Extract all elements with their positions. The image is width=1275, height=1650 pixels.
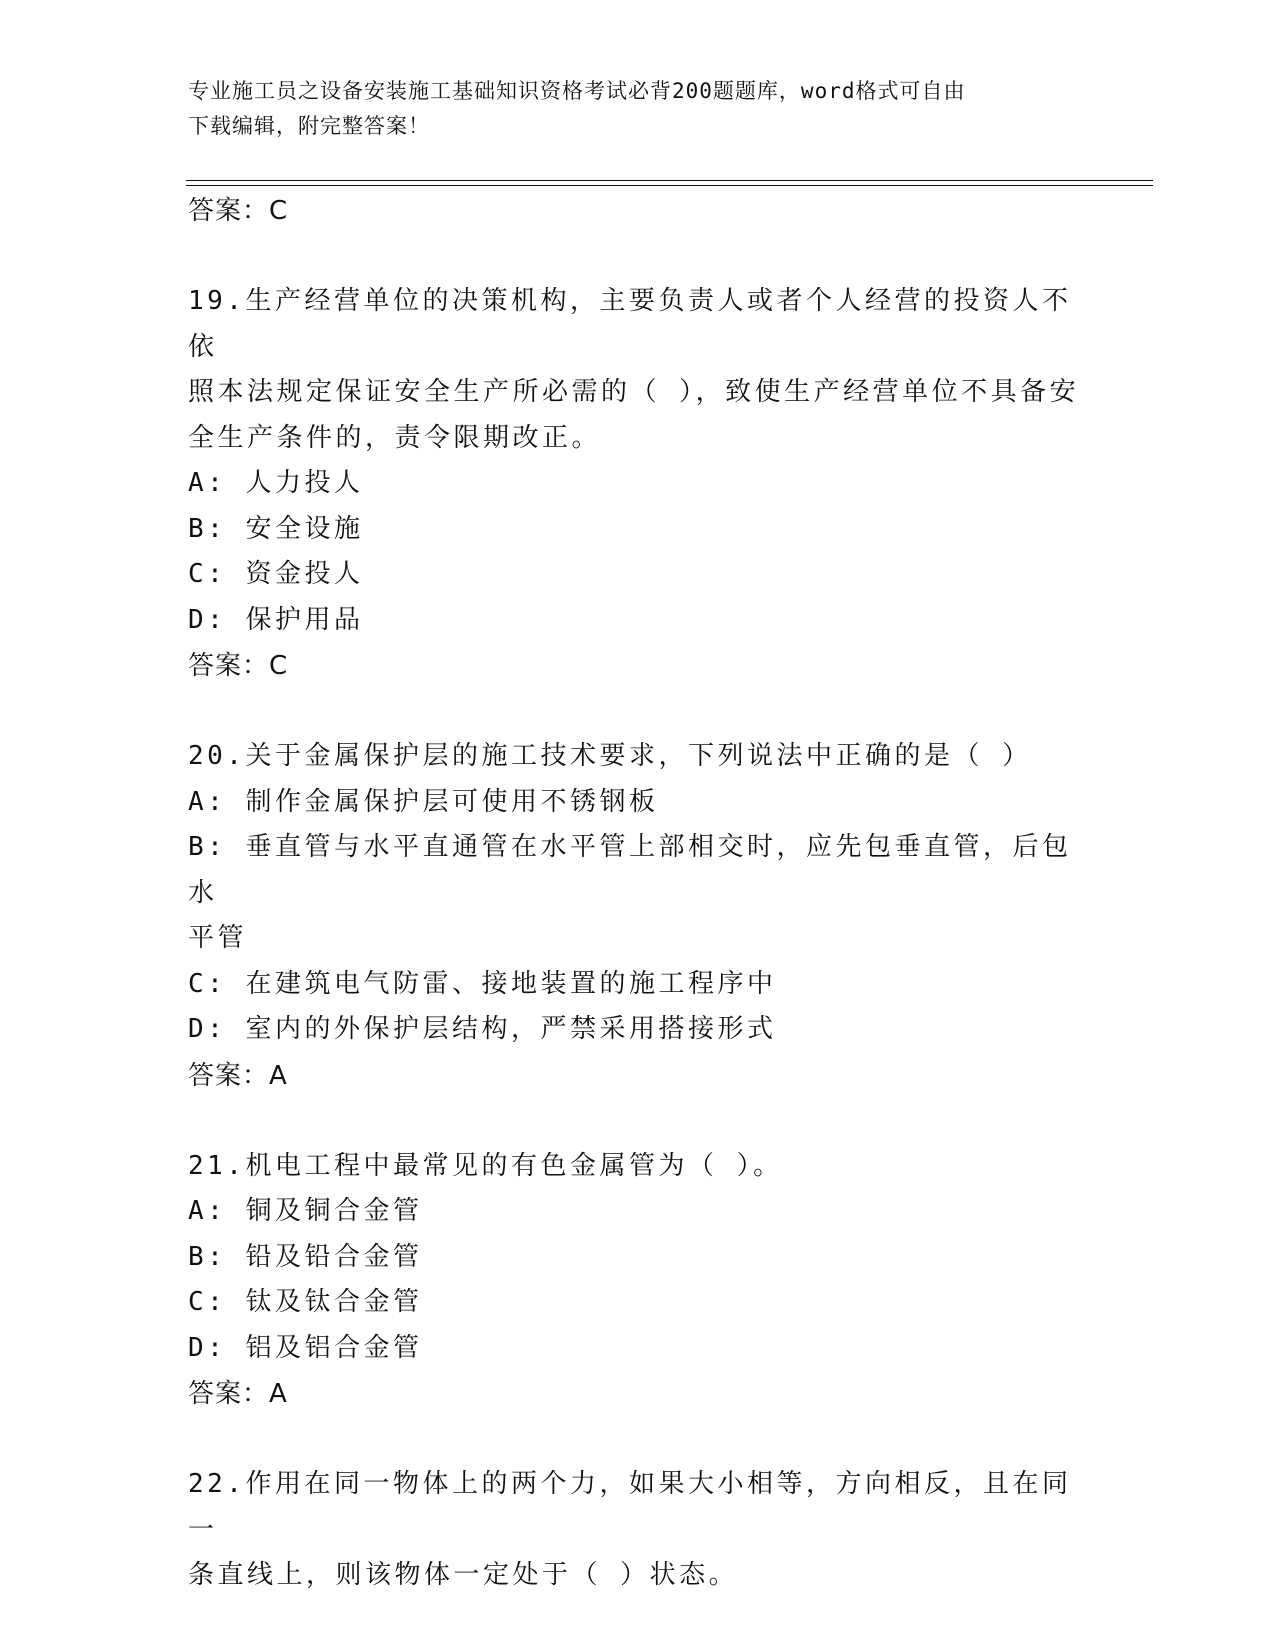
option-c: C: 资金投人 — [188, 559, 364, 589]
answer-line: 答案：A — [188, 1379, 288, 1409]
option-a: A: 制作金属保护层可使用不锈钢板 — [188, 786, 659, 817]
option-c: C: 钛及钛合金管 — [188, 1287, 423, 1317]
option-b: B: 垂直管与水平直通管在水平管上部相交时，应先包垂直管，后包水 — [188, 832, 1072, 908]
question-22 — [188, 1462, 1088, 1599]
document-body — [188, 188, 1088, 1599]
option-d: D: 保护用品 — [188, 604, 364, 635]
option-b: B: 铅及铅合金管 — [188, 1241, 423, 1272]
header-divider-top — [186, 180, 1153, 181]
question-text-line: 全生产条件的，责令限期改正。 — [188, 422, 602, 453]
question-text-line: 20.关于金属保护层的施工技术要求，下列说法中正确的是（ ） — [188, 741, 1032, 771]
option-b-continued: 平管 — [188, 923, 248, 953]
header-line-1: 专业施工员之设备安装施工基础知识资格考试必背200题题库，word格式可自由 — [188, 79, 966, 103]
question-text-line: 19.生产经营单位的决策机构，主要负责人或者个人经营的投资人不依 — [188, 286, 1072, 362]
option-d: D: 铝及铝合金管 — [188, 1332, 423, 1363]
question-text-line: 照本法规定保证安全生产所必需的（ ），致使生产经营单位不具备安 — [188, 377, 1080, 407]
answer-line: 答案：C — [188, 196, 289, 226]
question-text-line: 条直线上，则该物体一定处于（ ）状态。 — [188, 1560, 739, 1590]
option-a: A: 人力投人 — [188, 468, 364, 498]
question-text-line: 22.作用在同一物体上的两个力，如果大小相等，方向相反，且在同一 — [188, 1469, 1072, 1545]
question-21 — [188, 1144, 1088, 1418]
question-20 — [188, 734, 1088, 1099]
question-text-line: 21.机电工程中最常见的有色金属管为（ ）。 — [188, 1150, 783, 1181]
option-a: A: 铜及铜合金管 — [188, 1196, 423, 1226]
option-c: C: 在建筑电气防雷、接地装置的施工程序中 — [188, 968, 777, 999]
answer-line: 答案：A — [188, 1060, 288, 1091]
header-divider-bottom — [186, 185, 1153, 186]
option-d: D: 室内的外保护层结构，严禁采用搭接形式 — [188, 1014, 777, 1044]
answer-line: 答案：C — [188, 651, 289, 681]
question-19 — [188, 279, 1088, 689]
option-b: B: 安全设施 — [188, 513, 364, 544]
header-line-2: 下载编辑，附完整答案！ — [188, 114, 430, 138]
document-header — [188, 74, 1088, 144]
